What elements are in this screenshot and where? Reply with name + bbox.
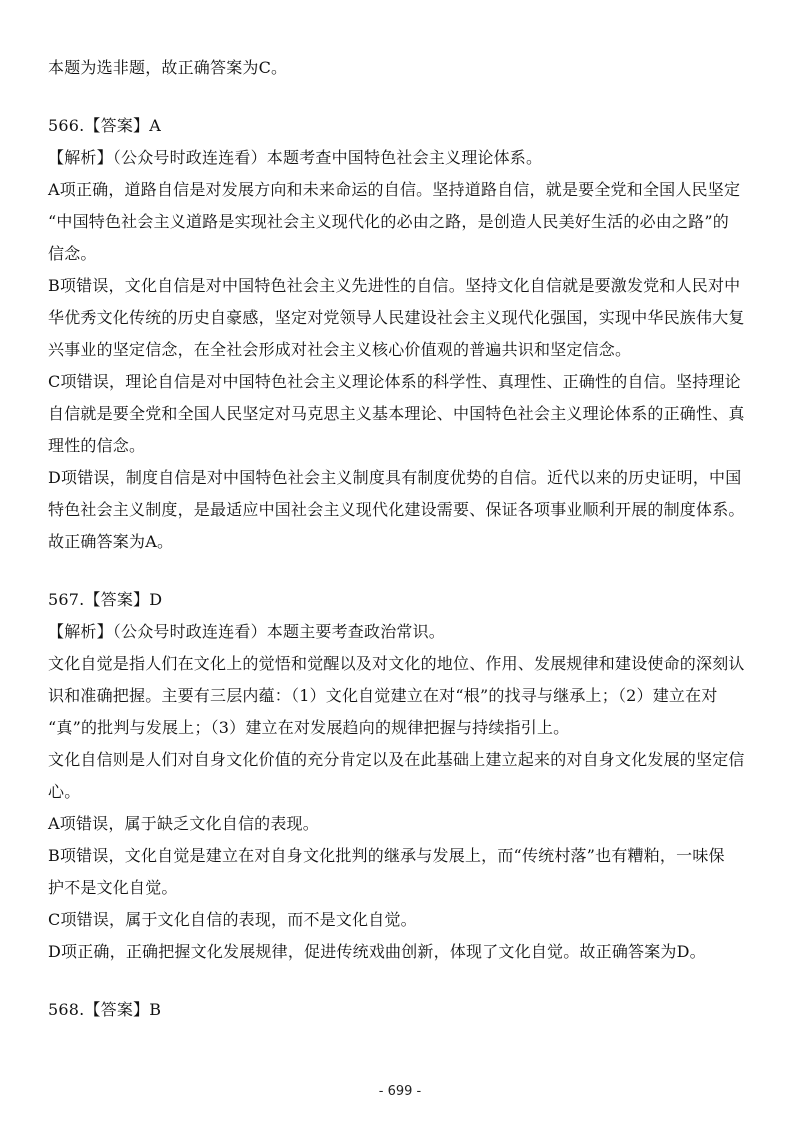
text-line: 文化自觉是指人们在文化上的觉悟和觉醒以及对文化的地位、作用、发展规律和建设使命的深刻认: [48, 654, 745, 673]
text-line: 文化自信则是人们对自身文化价值的充分肯定以及在此基础上建立起来的对自身文化发展的坚定信: [48, 750, 745, 769]
answer-heading-566: 566.【答案】A: [48, 116, 161, 135]
text-line: 自信就是要全党和全国人民坚定对马克思主义基本理论、中国特色社会主义理论体系的正确性、真: [48, 404, 745, 423]
text-line: D项错误，制度自信是对中国特色社会主义制度具有制度优势的自信。近代以来的历史证明，中国: [48, 468, 742, 487]
document-body: [48, 52, 760, 1026]
text-line: 【解析】（公众号时政连连看）本题主要考查政治常识。: [48, 622, 446, 641]
text-line: 兴事业的坚定信念，在全社会形成对社会主义核心价值观的普遍共识和坚定信念。: [48, 340, 632, 359]
text-line: 信念。: [48, 244, 97, 263]
text-line: B项错误，文化自觉是建立在对自身文化批判的继承与发展上，而“传统村落”也有糟粕，一味保: [48, 846, 725, 865]
answer-heading-568: 568.【答案】B: [48, 1000, 162, 1019]
text-line: “真”的批判与发展上；（3）建立在对发展趋向的规律把握与持续指引上。: [48, 718, 570, 737]
text-line: 理性的信念。: [48, 436, 146, 455]
text-line: A项正确，道路自信是对发展方向和未来命运的自信。坚持道路自信，就是要全党和全国人民坚定: [48, 180, 741, 199]
text-line: 护不是文化自觉。: [48, 878, 178, 897]
text-line: C项错误，属于文化自信的表现，而不是文化自觉。: [48, 910, 417, 929]
answer-heading-567: 567.【答案】D: [48, 590, 163, 609]
page-number: - 699 -: [378, 1084, 422, 1099]
text-line: A项错误，属于缺乏文化自信的表现。: [48, 814, 319, 833]
text-line: 华优秀文化传统的历史自豪感，坚定对党领导人民建设社会主义现代化强国，实现中华民族伟大复: [48, 308, 745, 327]
text-line: D项正确，正确把握文化发展规律，促进传统戏曲创新，体现了文化自觉。故正确答案为D。: [48, 942, 706, 961]
text-line: 本题为选非题，故正确答案为C。: [48, 58, 288, 77]
text-line: C项错误，理论自信是对中国特色社会主义理论体系的科学性、真理性、正确性的自信。坚持理论: [48, 372, 741, 391]
text-line: 识和准确把握。主要有三层内蕴：（1）文化自觉建立在对“根”的找寻与继承上；（2）建立在对: [48, 686, 718, 705]
text-line: 心。: [48, 782, 81, 801]
text-line: 特色社会主义制度，是最适应中国社会主义现代化建设需要、保证各项事业顺利开展的制度体系。: [48, 500, 745, 519]
text-line: B项错误，文化自信是对中国特色社会主义先进性的自信。坚持文化自信就是要激发党和人民对中: [48, 276, 741, 295]
text-line: “中国特色社会主义道路是实现社会主义现代化的必由之路，是创造人民美好生活的必由之路”的: [48, 212, 729, 231]
text-line: 故正确答案为A。: [48, 532, 174, 551]
text-line: 【解析】（公众号时政连连看）本题考查中国特色社会主义理论体系。: [48, 148, 543, 167]
